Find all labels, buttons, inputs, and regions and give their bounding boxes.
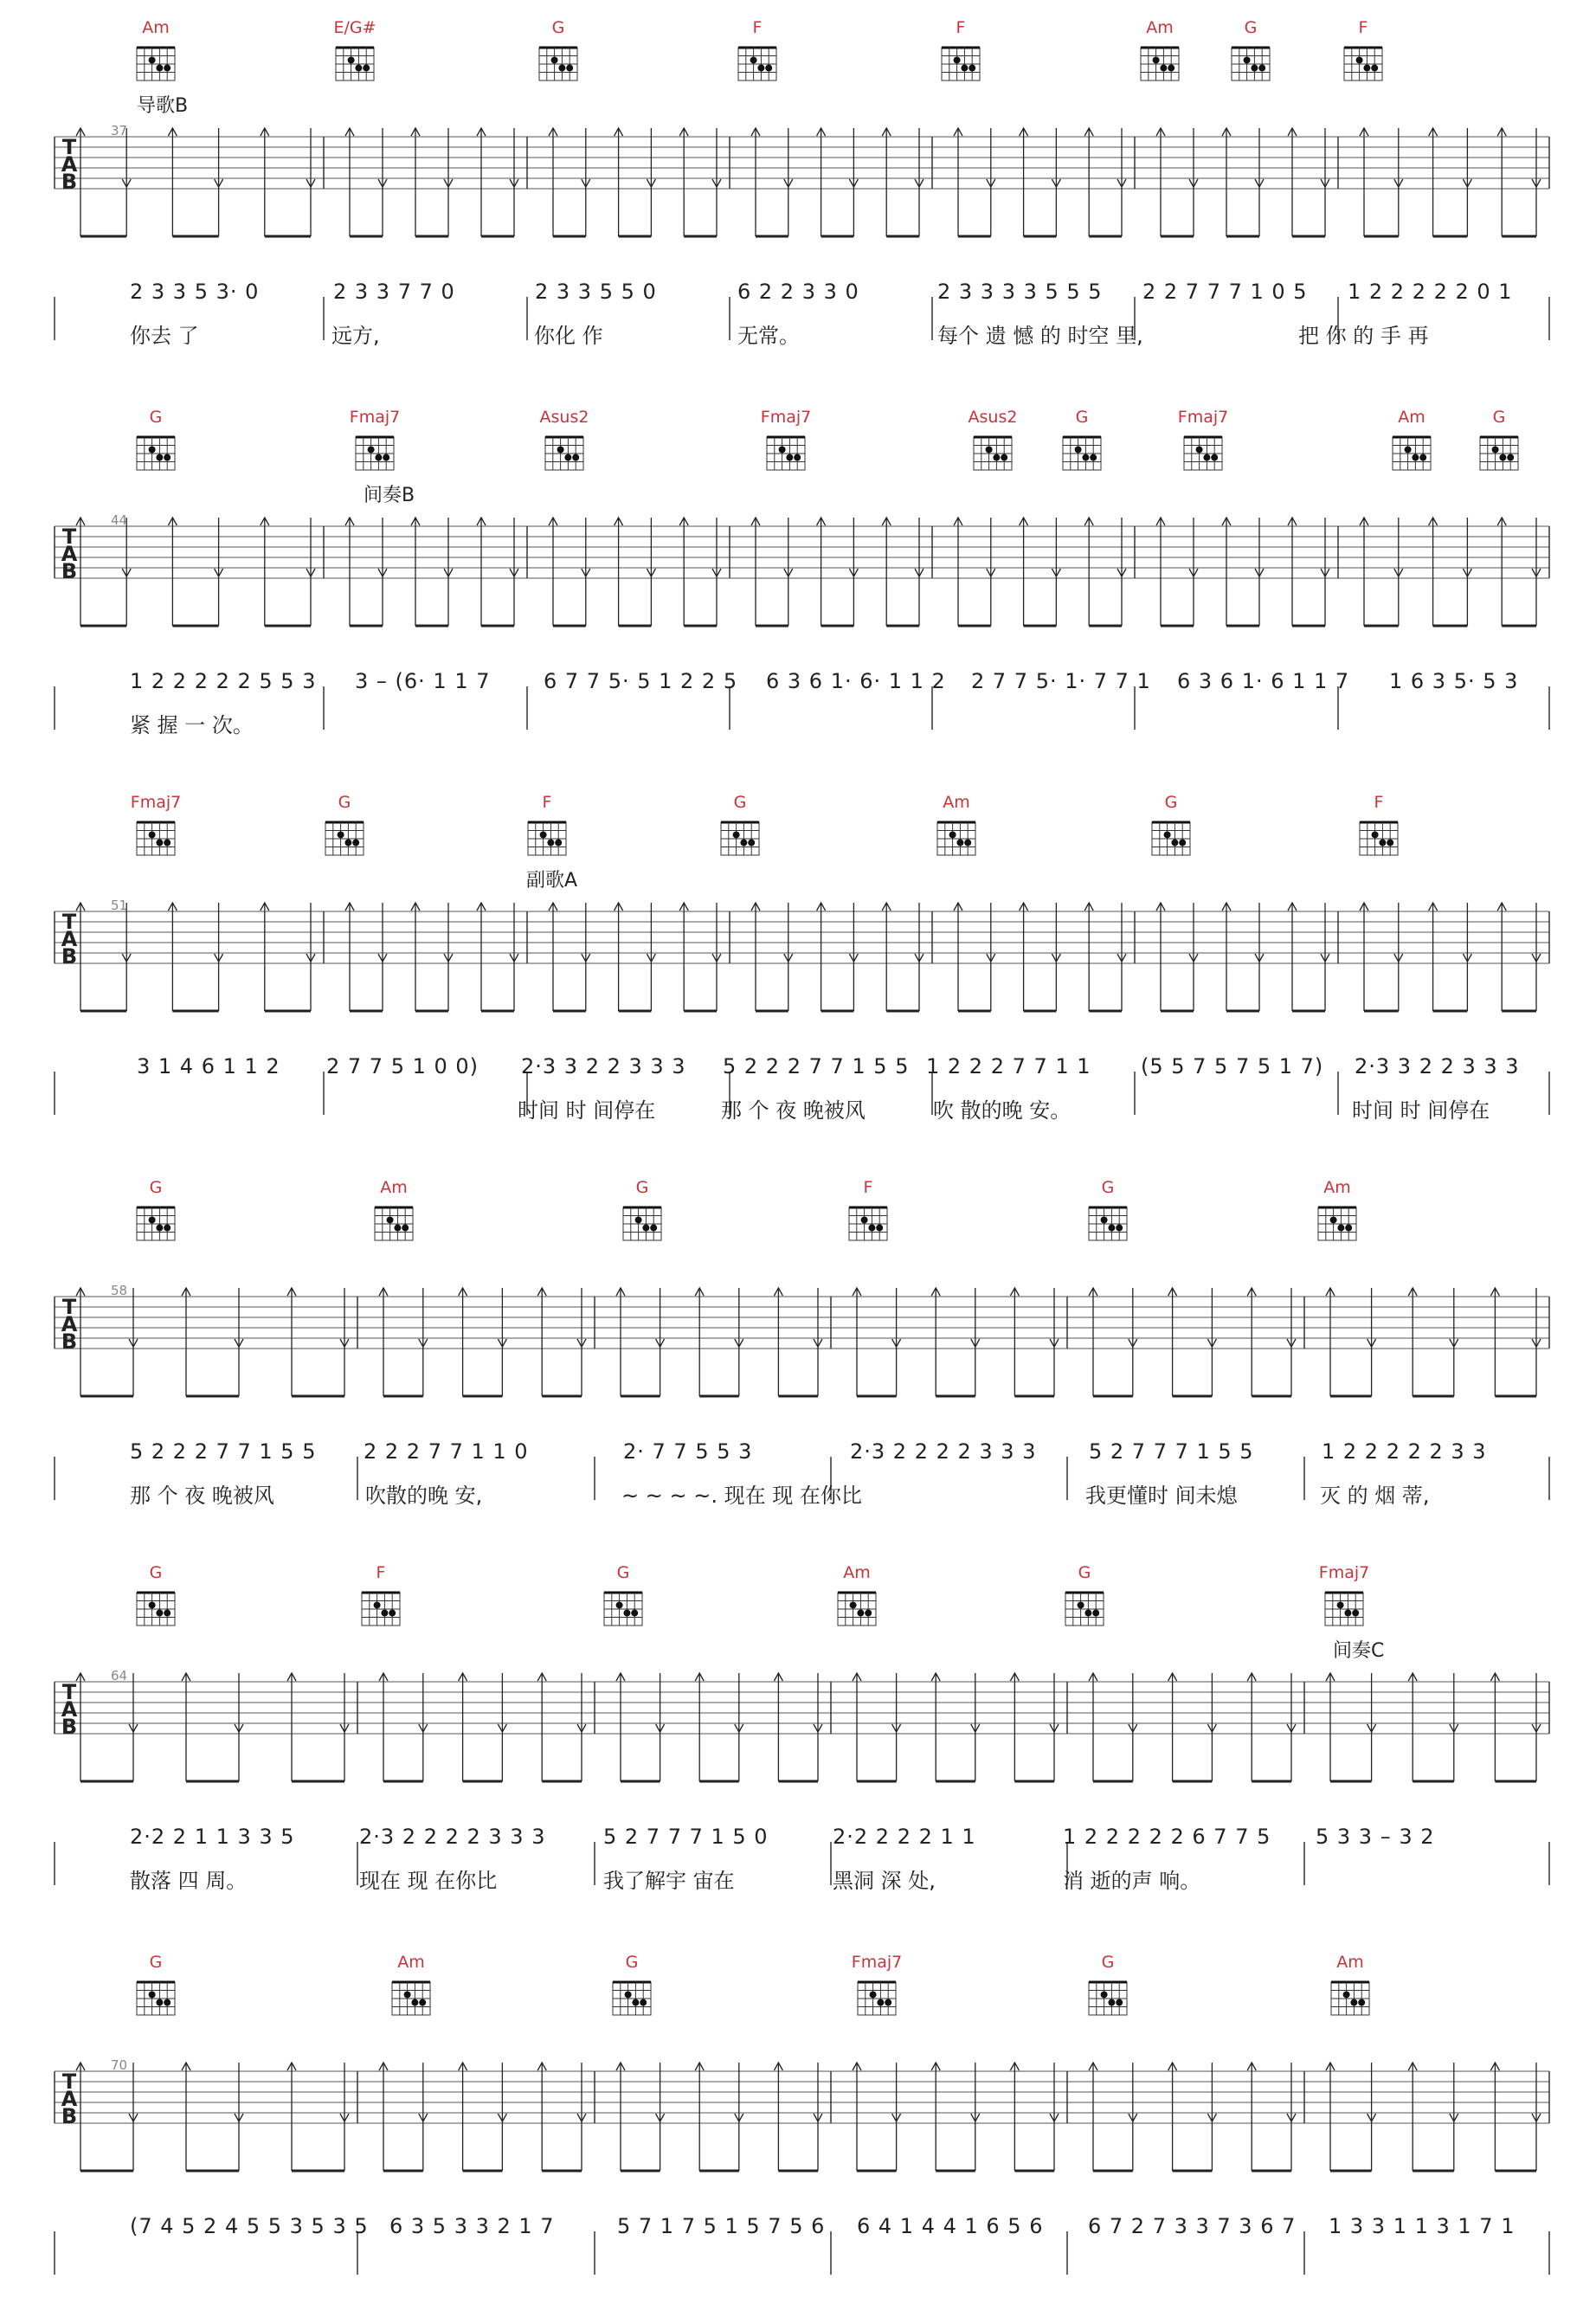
jianpu-notation: 6 3 6 1· 6· 1 1 2 <box>766 669 946 693</box>
jianpu-notation: 5 2 7 7 7 1 5 0 <box>603 1825 769 1849</box>
lyric-line: 散落 四 周。 <box>130 1869 248 1893</box>
chord-name: G <box>1078 1563 1091 1582</box>
tab-staff <box>0 1943 1596 2324</box>
jianpu-notation: 2 3 3 5 5 0 <box>535 280 657 304</box>
chord-name: E/G# <box>333 18 376 37</box>
jianpu-notation: 5 2 2 2 7 7 1 5 5 <box>130 1439 317 1464</box>
chord-name: F <box>956 18 966 37</box>
lyric-line: 灭 的 烟 蒂, <box>1320 1484 1430 1508</box>
chord-diagram <box>1331 1982 1369 2015</box>
jianpu-notation: 2·3 3 2 2 3 3 3 <box>521 1054 686 1078</box>
chord-name: G <box>149 408 163 427</box>
chord-name: Fmaj7 <box>1318 1563 1370 1582</box>
chord-diagram <box>1318 1207 1356 1240</box>
tab-system <box>0 1943 1596 2324</box>
chord-name: Fmaj7 <box>349 408 401 427</box>
chord-diagram <box>1141 48 1179 80</box>
chord-name: Am <box>1146 18 1174 37</box>
chord-name: G <box>625 1953 639 1972</box>
lyric-line: 吹散的晚 安, <box>365 1484 483 1508</box>
lyric-line: 你化 作 <box>534 324 603 348</box>
jianpu-notation: 1 2 2 2 2 2 5 5 3 <box>130 669 317 693</box>
chord-name: G <box>616 1563 630 1582</box>
lyric-line: 时间 时 间停在 <box>1352 1098 1490 1123</box>
measure-number: 70 <box>111 2057 128 2073</box>
chord-name: F <box>542 793 552 812</box>
chord-name: G <box>1075 408 1089 427</box>
jianpu-notation: 2· 7 7 5 5 3 <box>623 1439 753 1464</box>
chord-name: Am <box>380 1178 408 1197</box>
jianpu-notation: 2 2 7 7 7 1 0 5 <box>1142 280 1308 304</box>
chord-name: Asus2 <box>539 408 589 427</box>
chord-diagram <box>392 1982 430 2015</box>
svg-text:B: B <box>61 559 78 583</box>
chord-diagram <box>1152 822 1190 855</box>
jianpu-notation: 5 2 7 7 7 1 5 5 <box>1089 1439 1254 1464</box>
chord-diagram <box>137 822 175 855</box>
svg-text:B: B <box>61 1715 78 1739</box>
chord-name: F <box>1374 793 1384 812</box>
chord-diagram <box>613 1982 651 2015</box>
jianpu-notation: 6 3 6 1· 6 1 1 7 <box>1177 669 1350 693</box>
chord-name: Asus2 <box>968 408 1018 427</box>
chord-name: Fmaj7 <box>130 793 182 812</box>
chord-name: Am <box>943 793 970 812</box>
chord-diagram <box>137 1982 175 2015</box>
lyric-line: 那 个 夜 晚被风 <box>721 1098 866 1123</box>
tab-system <box>0 9 1596 389</box>
chord-name: Am <box>1398 408 1425 427</box>
jianpu-notation: 1 2 2 2 2 2 0 1 <box>1348 280 1513 304</box>
jianpu-notation: 6 4 1 4 4 1 6 5 6 <box>857 2214 1044 2238</box>
chord-diagram <box>375 1207 413 1240</box>
chord-diagram <box>1184 437 1222 470</box>
measure-number: 51 <box>111 898 128 913</box>
chord-name: G <box>338 793 351 812</box>
lyric-line: 时间 时 间停在 <box>518 1098 656 1123</box>
chord-name: Am <box>1323 1178 1351 1197</box>
section-label: 导歌B <box>137 95 189 117</box>
jianpu-notation: 1 6 3 5· 5 3 <box>1389 669 1519 693</box>
lyric-line: ~ ~ ~ ~. 现在 现 在你比 <box>621 1484 862 1508</box>
chord-name: F <box>752 18 763 37</box>
jianpu-notation: 3 1 4 6 1 1 2 <box>137 1054 280 1078</box>
measure-number: 44 <box>111 512 128 528</box>
jianpu-notation: 2 3 3 7 7 0 <box>333 280 455 304</box>
chord-diagram <box>545 437 583 470</box>
lyric-line: 我更懂时 间未熄 <box>1085 1484 1238 1508</box>
lyric-line: 你去 了 <box>130 324 199 348</box>
jianpu-notation: (5 5 7 5 7 5 1 7) <box>1141 1054 1324 1078</box>
chord-name: G <box>1164 793 1178 812</box>
lyric-line: 我了解宇 宙在 <box>603 1869 735 1893</box>
chord-name: G <box>733 793 747 812</box>
jianpu-notation: 6 2 2 3 3 0 <box>737 280 859 304</box>
chord-name: G <box>1101 1178 1115 1197</box>
chord-name: G <box>1492 408 1506 427</box>
lyric-line: 远方, <box>331 324 380 348</box>
lyric-line: 那 个 夜 晚被风 <box>130 1484 274 1508</box>
tab-system <box>0 783 1596 1164</box>
chord-name: Fmaj7 <box>760 408 812 427</box>
section-label: 副歌A <box>526 870 578 892</box>
chord-name: F <box>1358 18 1368 37</box>
chord-name: G <box>149 1178 163 1197</box>
jianpu-notation: 1 2 2 2 7 7 1 1 <box>926 1054 1091 1078</box>
lyric-line: 每个 遗 憾 的 时空 里, <box>937 324 1143 348</box>
lyric-line: 把 你 的 手 再 <box>1298 324 1429 348</box>
svg-text:T: T <box>61 1680 77 1704</box>
lyric-line: 紧 握 一 次。 <box>130 713 254 737</box>
svg-text:A: A <box>61 1312 78 1336</box>
svg-text:T: T <box>61 2070 77 2094</box>
chord-diagram <box>849 1207 887 1240</box>
lyric-line: 消 逝的声 响。 <box>1063 1869 1201 1893</box>
chord-diagram <box>738 48 776 80</box>
chord-diagram <box>721 822 759 855</box>
chord-name: G <box>1101 1953 1115 1972</box>
tab-system <box>0 1554 1596 1935</box>
chord-name: G <box>149 1953 163 1972</box>
chord-diagram <box>137 48 175 80</box>
chord-name: Am <box>843 1563 871 1582</box>
chord-diagram <box>356 437 394 470</box>
chord-name: Fmaj7 <box>851 1953 903 1972</box>
jianpu-notation: 2 7 7 5· 1· 7 7 1 <box>971 669 1151 693</box>
jianpu-notation: 2 3 3 5 3· 0 <box>130 280 260 304</box>
measure-number: 58 <box>111 1283 128 1298</box>
chord-diagram <box>1325 1593 1363 1626</box>
chord-name: Am <box>397 1953 425 1972</box>
chord-diagram <box>974 437 1012 470</box>
svg-text:A: A <box>61 542 78 566</box>
svg-text:T: T <box>61 910 77 934</box>
svg-text:T: T <box>61 1295 77 1319</box>
lyric-line: 吹 散的晚 安。 <box>933 1098 1072 1123</box>
svg-text:A: A <box>61 2087 78 2111</box>
measure-number: 64 <box>111 1668 128 1683</box>
chord-diagram <box>1480 437 1518 470</box>
svg-text:T: T <box>61 135 77 159</box>
chord-name: Fmaj7 <box>1177 408 1229 427</box>
svg-text:B: B <box>61 170 78 194</box>
chord-diagram <box>838 1593 876 1626</box>
chord-diagram <box>1232 48 1270 80</box>
svg-text:B: B <box>61 944 78 969</box>
chord-name: Am <box>142 18 170 37</box>
chord-diagram <box>858 1982 896 2015</box>
lyric-line: 现在 现 在你比 <box>359 1869 498 1893</box>
svg-text:A: A <box>61 927 78 951</box>
chord-diagram <box>942 48 980 80</box>
chord-diagram <box>325 822 364 855</box>
jianpu-notation: 1 2 2 2 2 2 3 3 <box>1322 1439 1487 1464</box>
chord-diagram <box>137 1207 175 1240</box>
jianpu-notation: 2 7 7 5 1 0 0) <box>326 1054 479 1078</box>
svg-text:B: B <box>61 1329 78 1354</box>
lyric-line: 黑洞 深 处, <box>833 1869 936 1893</box>
jianpu-notation: 2·3 2 2 2 2 3 3 3 <box>850 1439 1037 1464</box>
section-label: 间奏B <box>364 485 415 506</box>
jianpu-notation: 3 – (6· 1 1 7 <box>355 669 491 693</box>
chord-diagram <box>137 1593 175 1626</box>
chord-name: G <box>1244 18 1258 37</box>
chord-diagram <box>362 1593 400 1626</box>
chord-diagram <box>1089 1982 1127 2015</box>
chord-diagram <box>623 1207 661 1240</box>
svg-text:A: A <box>61 1697 78 1722</box>
measure-number: 37 <box>111 123 128 138</box>
chord-diagram <box>336 48 374 80</box>
tab-system <box>0 398 1596 779</box>
jianpu-notation: 6 7 2 7 3 3 7 3 6 7 <box>1088 2214 1297 2238</box>
chord-diagram <box>137 437 175 470</box>
svg-text:T: T <box>61 525 77 549</box>
chord-diagram <box>1344 48 1382 80</box>
chord-diagram <box>528 822 566 855</box>
jianpu-notation: (7 4 5 2 4 5 5 3 5 3 5 <box>130 2214 369 2238</box>
chord-name: G <box>149 1563 163 1582</box>
lyric-line: 无常。 <box>737 324 800 348</box>
chord-diagram <box>1065 1593 1104 1626</box>
jianpu-notation: 5 3 3 – 3 2 <box>1316 1825 1435 1849</box>
jianpu-notation: 6 7 7 5· 5 1 2 2 5 <box>544 669 738 693</box>
chord-diagram <box>767 437 805 470</box>
tab-system <box>0 1168 1596 1549</box>
chord-diagram <box>1393 437 1431 470</box>
chord-name: F <box>376 1563 386 1582</box>
svg-text:B: B <box>61 2104 78 2128</box>
chord-diagram <box>1360 822 1398 855</box>
jianpu-notation: 2·2 2 2 2 1 1 <box>833 1825 976 1849</box>
jianpu-notation: 2·2 2 1 1 3 3 5 <box>130 1825 295 1849</box>
jianpu-notation: 5 2 2 2 7 7 1 5 5 <box>723 1054 910 1078</box>
chord-name: G <box>551 18 565 37</box>
chord-name: G <box>635 1178 649 1197</box>
jianpu-notation: 1 3 3 1 1 3 1 7 1 <box>1329 2214 1516 2238</box>
jianpu-notation: 2·3 2 2 2 2 3 3 3 <box>359 1825 546 1849</box>
chord-diagram <box>1089 1207 1127 1240</box>
jianpu-notation: 2 2 2 7 7 1 1 0 <box>364 1439 529 1464</box>
chord-diagram <box>937 822 975 855</box>
jianpu-notation: 2 3 3 3 3 5 5 5 <box>937 280 1103 304</box>
chord-diagram <box>604 1593 642 1626</box>
section-label: 间奏C <box>1333 1640 1385 1662</box>
chord-name: Am <box>1336 1953 1364 1972</box>
chord-name: F <box>863 1178 873 1197</box>
svg-text:A: A <box>61 152 78 177</box>
jianpu-notation: 6 3 5 3 3 2 1 7 <box>389 2214 555 2238</box>
jianpu-notation: 5 7 1 7 5 1 5 7 5 6 <box>617 2214 826 2238</box>
jianpu-notation: 1 2 2 2 2 2 6 7 7 5 <box>1063 1825 1271 1849</box>
chord-diagram <box>1063 437 1101 470</box>
jianpu-notation: 2·3 3 2 2 3 3 3 <box>1355 1054 1520 1078</box>
chord-diagram <box>539 48 577 80</box>
